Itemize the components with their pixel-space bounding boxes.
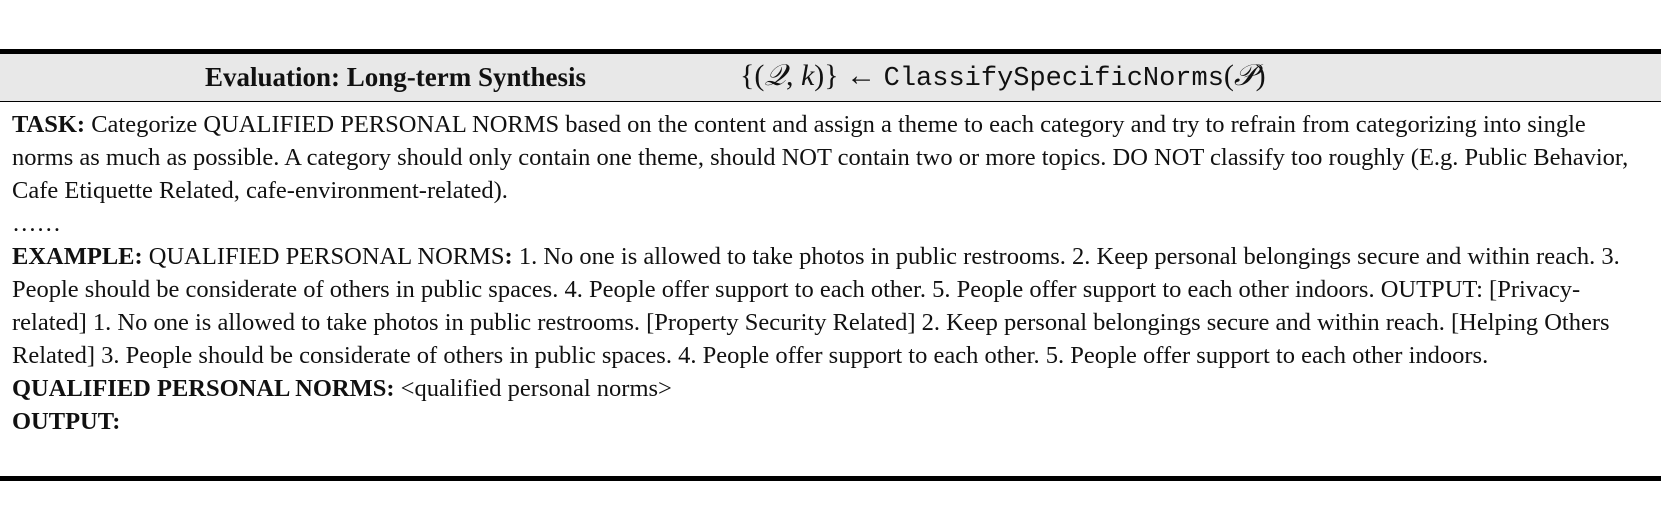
task-label: TASK: bbox=[12, 111, 86, 138]
header-bar bbox=[0, 54, 1661, 102]
example-text-a: QUALIFIED PERSONAL NORMS bbox=[142, 243, 505, 270]
example-label: EXAMPLE: bbox=[12, 243, 143, 270]
formula-p: 𝒫 bbox=[1233, 58, 1256, 93]
task-text: Categorize QUALIFIED PERSONAL NORMS based on the content and assign a theme to each category and try to refrain from categorizing into single norms as much as possible. A category should only contain one theme, should NOT contain two or more topics. DO NOT classify too roughly (E.g. Public Behavior, Cafe Etiquette Related, cafe-environment-related). bbox=[12, 111, 1629, 204]
formula-sep: , bbox=[785, 59, 801, 92]
example-paragraph bbox=[12, 240, 1652, 372]
prompt-body bbox=[12, 108, 1652, 438]
output-label: OUTPUT: bbox=[12, 408, 121, 435]
formula-k: k bbox=[800, 59, 815, 92]
example-text-b: 1. No one is allowed to take photos in public restrooms. 2. Keep personal belongings secure and within reach. 3. People should be considerate of others in public spaces. 4. People offer support to each other. 5. People offer support to each other indoors. OUTPUT: [Privacy-related] 1. No one is allowed to take photos in public restrooms. [Property Security Related] 2. Keep personal belongings secure and within reach. [Helping Others Related] 3. People should be considerate of others in public spaces. 4. People offer support to each other. 5. People offer support to each other indoors. bbox=[12, 243, 1620, 369]
header-formula bbox=[740, 58, 1266, 94]
output-line bbox=[12, 405, 1652, 438]
formula-function: ClassifySpecificNorms bbox=[883, 64, 1224, 94]
formula-open: {( bbox=[740, 59, 765, 92]
header-title: Evaluation: Long-term Synthesis bbox=[205, 62, 587, 92]
task-paragraph bbox=[12, 108, 1652, 207]
qualified-norms-label: QUALIFIED PERSONAL NORMS: bbox=[12, 375, 395, 402]
qualified-norms-line bbox=[12, 372, 1652, 405]
formula-arg-close: ) bbox=[1255, 59, 1266, 92]
formula-q: 𝒬 bbox=[764, 58, 786, 93]
ellipsis: …… bbox=[12, 210, 61, 237]
formula-close: )} bbox=[814, 59, 839, 92]
qualified-norms-placeholder: <qualified personal norms> bbox=[394, 375, 672, 402]
formula-arrow: ← bbox=[838, 59, 884, 92]
example-colon: : bbox=[504, 243, 513, 270]
formula-arg-open: ( bbox=[1223, 59, 1234, 92]
bottom-rule bbox=[0, 476, 1661, 481]
